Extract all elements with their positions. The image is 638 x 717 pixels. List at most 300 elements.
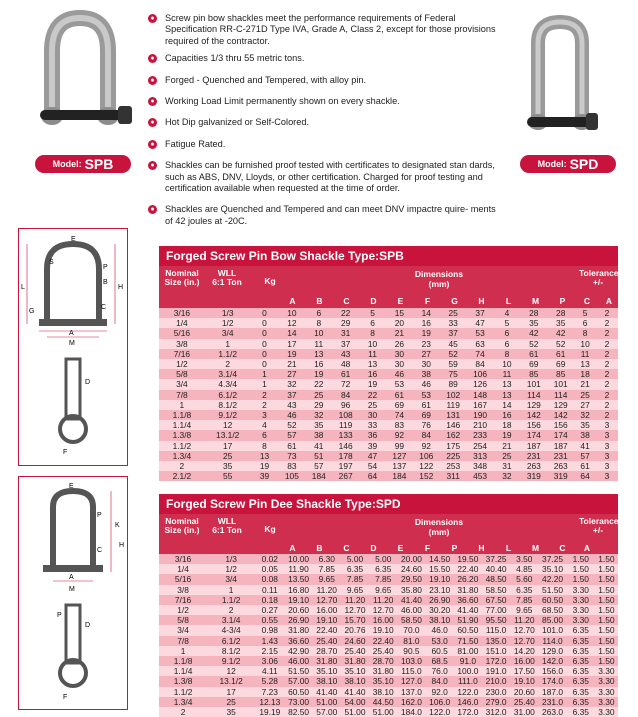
table-cell: 83	[386, 420, 413, 430]
column-header: C	[583, 296, 591, 306]
table-row	[159, 471, 618, 481]
table-cell: 11	[574, 349, 596, 359]
table-cell: 35.10	[369, 676, 397, 686]
table-cell: 12.13	[255, 697, 284, 707]
table-cell: 35.10	[313, 666, 341, 676]
table-cell: 16	[494, 410, 521, 420]
model-badge-spb	[35, 155, 131, 173]
table-cell: 55	[205, 471, 251, 481]
table-cell: 17	[278, 339, 305, 349]
table-cell: 31	[332, 328, 359, 338]
column-header: C	[343, 296, 350, 306]
table-cell: 2	[251, 400, 279, 410]
table-cell: 191.0	[482, 666, 510, 676]
table-cell: 2.15	[255, 646, 284, 656]
table-cell: 13	[494, 379, 521, 389]
table-cell: 0.18	[255, 595, 284, 605]
dim-label-k: K	[115, 522, 120, 529]
table-cell: 1	[251, 379, 279, 389]
table-cell: 91.0	[454, 656, 482, 666]
table-cell: 1/2	[205, 318, 251, 328]
table-cell: 31.80	[313, 656, 341, 666]
table-cell: 1.50	[595, 554, 618, 564]
bullet-dot-icon: ●	[148, 97, 157, 106]
header-nominal-size: Nominal Size (in.)	[164, 268, 200, 287]
table-cell: 57.00	[284, 676, 312, 686]
table-cell: 1.1/8	[159, 656, 207, 666]
table-cell: 22	[305, 379, 332, 389]
table-cell: 6.35	[567, 625, 595, 635]
table-cell: 32	[278, 379, 305, 389]
table-cell: 8	[359, 328, 386, 338]
table-cell: 111.0	[454, 676, 482, 686]
header-kg: Kg	[264, 276, 276, 286]
feature-item: ● Screw pin bow shackles meet the performance requirements of Federal Specification RR-C-271D Type IVA, Grade A, Class 2, except for those provisions required of the contractor.	[148, 13, 504, 47]
table-cell: 4	[251, 420, 279, 430]
table-cell: 14	[413, 308, 440, 318]
table-cell: 126	[467, 379, 494, 389]
table-row	[159, 328, 618, 338]
table-cell: 133	[332, 430, 359, 440]
table-cell: 11.20	[510, 615, 538, 625]
table-cell: 3	[596, 461, 618, 471]
table-cell: 35	[205, 461, 251, 471]
table-cell: 25	[205, 451, 251, 461]
table-cell: 3	[596, 451, 618, 461]
table-cell: 2	[596, 339, 618, 349]
table-cell: 5/16	[159, 328, 205, 338]
table-cell: 6.1/2	[207, 636, 255, 646]
table-cell: 53	[467, 328, 494, 338]
table-cell: 43	[332, 349, 359, 359]
table-cell: 20	[386, 318, 413, 328]
table-cell: 2	[596, 349, 618, 359]
table-cell: 7/16	[159, 595, 207, 605]
table-row	[159, 585, 618, 595]
table-cell: 33	[359, 420, 386, 430]
table-cell: 35.10	[341, 666, 369, 676]
table-cell: 28.70	[369, 656, 397, 666]
table-cell: 3.30	[567, 585, 595, 595]
column-header: L	[505, 296, 512, 306]
table-cell: 5/16	[159, 574, 207, 584]
table-cell: 8	[251, 441, 279, 451]
table-cell: 187.0	[538, 687, 566, 697]
table-cell: 69	[386, 400, 413, 410]
table-cell: 10	[574, 339, 596, 349]
table-cell: 51.50	[538, 585, 566, 595]
table-cell: 38.10	[313, 676, 341, 686]
table-cell: 24.60	[341, 636, 369, 646]
table-title: Forged Screw Pin Bow Shackle Type:SPB	[159, 246, 618, 266]
table-cell: 35.10	[538, 564, 566, 574]
column-header: E	[397, 296, 404, 306]
table-cell: 13	[494, 390, 521, 400]
table-cell: 210.0	[482, 676, 510, 686]
column-header: B	[316, 543, 323, 553]
table-cell: 4-3/4	[207, 625, 255, 635]
column-header: D	[370, 296, 377, 306]
table-cell: 14.50	[426, 554, 454, 564]
table-cell: 26	[386, 339, 413, 349]
table-cell: 35	[547, 318, 574, 328]
table-cell: 1.1/8	[159, 410, 205, 420]
table-cell: 73.00	[284, 697, 312, 707]
table-cell: 100.0	[454, 666, 482, 676]
header-wll: WLL 6:1 Ton	[212, 268, 242, 287]
header-dimensions: Dimensions	[414, 269, 464, 279]
table-cell: 58.50	[397, 615, 425, 625]
bullet-dot-icon: ●	[148, 118, 157, 127]
table-cell: 13.1/2	[205, 430, 251, 440]
table-cell: 37.25	[482, 554, 510, 564]
table-cell: 0	[251, 328, 279, 338]
table-cell: 42.90	[284, 646, 312, 656]
table-cell: 14	[278, 328, 305, 338]
column-header: C	[559, 543, 566, 553]
table-cell: 39	[251, 471, 279, 481]
table-cell: 7/8	[159, 636, 207, 646]
table-row	[159, 595, 618, 605]
table-cell: 3/4	[205, 328, 251, 338]
table-cell: 68.5	[426, 656, 454, 666]
table-cell: 13	[251, 451, 279, 461]
table-cell: 312.0	[482, 707, 510, 717]
table-cell: 0.98	[255, 625, 284, 635]
table-cell: 1/2	[159, 605, 207, 615]
table-cell: 210	[467, 420, 494, 430]
table-cell: 42.20	[538, 574, 566, 584]
spd-technical-drawing	[18, 476, 128, 710]
dim-label-m: M	[69, 586, 75, 593]
table-cell: 74	[467, 349, 494, 359]
table-cell: 5/8	[159, 615, 207, 625]
table-cell: 1.50	[567, 554, 595, 564]
table-cell: 99	[386, 441, 413, 451]
table-cell: 14.20	[510, 646, 538, 656]
table-cell: 0.11	[255, 585, 284, 595]
table-cell: 22.40	[454, 564, 482, 574]
table-cell: 1/2	[207, 564, 255, 574]
table-cell: 73	[278, 451, 305, 461]
feature-item: ● Forged - Quenched and Tempered, with alloy pin.	[148, 75, 504, 86]
table-cell: 29	[305, 400, 332, 410]
table-cell: 30	[386, 349, 413, 359]
table-cell: 35.80	[397, 585, 425, 595]
table-cell: 135.0	[482, 636, 510, 646]
table-cell: 15	[386, 308, 413, 318]
table-cell: 1/4	[159, 564, 207, 574]
table-cell: 75	[440, 369, 467, 379]
header-kg: Kg	[264, 524, 276, 534]
table-cell: 28	[520, 308, 547, 318]
table-cell: 151.0	[482, 646, 510, 656]
feature-item: ● Capacities 1/3 thru 55 metric tons.	[148, 53, 504, 64]
table-cell: 12.70	[369, 605, 397, 615]
table-cell: 142	[520, 410, 547, 420]
bullet-dot-icon: ●	[148, 161, 157, 170]
table-cell: 5.28	[255, 676, 284, 686]
table-cell: 84	[413, 430, 440, 440]
table-cell: 0	[251, 318, 279, 328]
table-cell: 2	[596, 359, 618, 369]
table-cell: 22.40	[313, 625, 341, 635]
table-cell: 60.50	[454, 625, 482, 635]
model-prefix: Model:	[52, 159, 82, 169]
table-cell: 3.30	[567, 595, 595, 605]
table-cell: 25	[359, 400, 386, 410]
table-cell: 17	[207, 687, 255, 697]
table-cell: 231	[520, 451, 547, 461]
table-cell: 3.1/4	[205, 369, 251, 379]
feature-item: ● Fatigue Rated.	[148, 139, 504, 150]
feature-list	[148, 13, 504, 227]
table-cell: 3.30	[595, 676, 618, 686]
table-row	[159, 676, 618, 686]
table-cell: 5	[359, 308, 386, 318]
table-cell: 19	[413, 328, 440, 338]
table-cell: 6	[359, 318, 386, 328]
table-cell: 13	[359, 359, 386, 369]
table-cell: 57	[278, 430, 305, 440]
table-cell: 127.0	[397, 676, 425, 686]
table-cell: 0.02	[255, 554, 284, 564]
dim-label-b: B	[103, 279, 108, 286]
table-cell: 119	[440, 400, 467, 410]
table-cell: 131	[440, 410, 467, 420]
table-cell: 6.30	[313, 554, 341, 564]
table-cell: 19.10	[284, 595, 312, 605]
table-cell: 96	[332, 400, 359, 410]
table-cell: 137	[386, 461, 413, 471]
table-cell: 152	[413, 471, 440, 481]
table-cell: 1/3	[207, 554, 255, 564]
table-cell: 19	[278, 349, 305, 359]
table-cell: 3	[596, 441, 618, 451]
table-cell: 46	[386, 369, 413, 379]
table-cell: 101	[520, 379, 547, 389]
spd-table-body	[159, 554, 618, 717]
table-cell: 85	[547, 369, 574, 379]
table-cell: 23.10	[426, 585, 454, 595]
table-cell: 19	[494, 430, 521, 440]
table-cell: 1.43	[255, 636, 284, 646]
table-cell: 7.85	[313, 564, 341, 574]
table-title: Forged Screw Pin Dee Shackle Type:SPD	[159, 494, 618, 514]
table-cell: 348	[467, 461, 494, 471]
table-row	[159, 574, 618, 584]
table-cell: 27	[278, 369, 305, 379]
table-cell: 1.1/2	[205, 349, 251, 359]
table-cell: 81.00	[454, 646, 482, 656]
table-cell: 3.30	[595, 666, 618, 676]
table-cell: 51.50	[284, 666, 312, 676]
table-cell: 46.00	[284, 656, 312, 666]
table-cell: 64	[574, 471, 596, 481]
table-cell: 1/2	[159, 359, 205, 369]
table-cell: 10	[359, 339, 386, 349]
table-cell: 3	[596, 420, 618, 430]
table-cell: 51.90	[454, 615, 482, 625]
table-cell: 184	[386, 471, 413, 481]
table-cell: 25.40	[369, 646, 397, 656]
table-cell: 122.0	[426, 707, 454, 717]
table-cell: 2	[159, 461, 205, 471]
table-cell: 12.70	[510, 636, 538, 646]
column-header: L	[505, 543, 512, 553]
table-cell: 142	[547, 410, 574, 420]
table-cell: 25.40	[313, 636, 341, 646]
table-cell: 32	[305, 410, 332, 420]
dim-label-h: H	[118, 284, 124, 291]
table-cell: 12	[207, 666, 255, 676]
table-cell: 28	[547, 308, 574, 318]
table-cell: 22.40	[369, 636, 397, 646]
dim-label-c: C	[101, 304, 107, 311]
table-cell: 0.05	[255, 564, 284, 574]
table-cell: 12.70	[313, 595, 341, 605]
table-cell: 3.30	[567, 605, 595, 615]
table-cell: 231.0	[538, 697, 566, 707]
table-cell: 37	[278, 390, 305, 400]
table-cell: 162.0	[397, 697, 425, 707]
table-cell: 2	[596, 318, 618, 328]
table-cell: 9.65	[510, 605, 538, 615]
table-cell: 6.1/2	[205, 390, 251, 400]
table-cell: 146.0	[454, 697, 482, 707]
table-cell: 6.35	[369, 564, 397, 574]
table-cell: 8	[305, 318, 332, 328]
table-cell: 19	[251, 461, 279, 471]
table-cell: 1.50	[595, 656, 618, 666]
table-cell: 9.65	[341, 585, 369, 595]
table-cell: 15.70	[341, 615, 369, 625]
table-cell: 11.90	[284, 564, 312, 574]
column-header: E	[397, 543, 404, 553]
feature-item: ● Shackles can be furnished proof tested with certificates to designated stan dards, such as ABS, DNV, Lloyds, or other certification. Charged for proof testing and certification available when requested at the time of order.	[148, 160, 504, 194]
table-cell: 32	[494, 471, 521, 481]
table-cell: 6	[494, 328, 521, 338]
table-cell: 3.30	[595, 707, 618, 717]
table-row	[159, 636, 618, 646]
spb-shackle-photo	[22, 6, 138, 146]
table-cell: 52	[440, 349, 467, 359]
spd-spec-table	[159, 494, 618, 717]
dim-label-c: C	[97, 547, 103, 554]
table-cell: 9.1/2	[205, 410, 251, 420]
table-cell: 13.1/2	[207, 676, 255, 686]
table-cell: 101	[547, 379, 574, 389]
column-header: A	[605, 296, 613, 306]
table-cell: 31.80	[369, 666, 397, 676]
table-cell: 3/4	[207, 574, 255, 584]
table-cell: 1.50	[595, 605, 618, 615]
table-cell: 20.60	[284, 605, 312, 615]
table-cell: 4	[494, 308, 521, 318]
table-cell: 3/4	[159, 625, 207, 635]
table-cell: 19.19	[255, 707, 284, 717]
dim-label-s: S	[49, 259, 54, 266]
spd-shackle-photo	[510, 8, 610, 148]
table-cell: 76.0	[426, 666, 454, 676]
table-cell: 1	[207, 585, 255, 595]
table-cell: 7/16	[159, 349, 205, 359]
table-cell: 30.20	[426, 605, 454, 615]
table-cell: 148	[467, 390, 494, 400]
table-row	[159, 656, 618, 666]
table-cell: 23	[413, 339, 440, 349]
table-cell: 0.55	[255, 615, 284, 625]
table-cell: 92	[386, 430, 413, 440]
table-cell: 16	[413, 318, 440, 328]
table-cell: 38.10	[426, 615, 454, 625]
table-cell: 16.00	[510, 656, 538, 666]
table-cell: 95.50	[482, 615, 510, 625]
table-cell: 35	[305, 420, 332, 430]
table-cell: 60.5	[426, 646, 454, 656]
table-cell: 11.20	[313, 585, 341, 595]
bullet-dot-icon: ●	[148, 76, 157, 85]
table-cell: 46	[413, 379, 440, 389]
table-cell: 89	[440, 379, 467, 389]
table-cell: 279.0	[482, 697, 510, 707]
table-cell: 6	[305, 308, 332, 318]
table-row	[159, 339, 618, 349]
table-cell: 12.70	[510, 625, 538, 635]
table-cell: 68.50	[538, 605, 566, 615]
table-row	[159, 379, 618, 389]
table-cell: 41	[305, 441, 332, 451]
table-cell: 52	[547, 339, 574, 349]
table-cell: 27	[413, 349, 440, 359]
table-cell: 2	[207, 605, 255, 615]
table-row	[159, 451, 618, 461]
table-cell: 63	[467, 339, 494, 349]
table-cell: 37	[467, 308, 494, 318]
table-cell: 129	[520, 400, 547, 410]
table-cell: 35	[207, 707, 255, 717]
table-cell: 45	[440, 339, 467, 349]
table-cell: 1	[159, 646, 207, 656]
table-cell: 19.10	[510, 676, 538, 686]
table-cell: 4.3/4	[205, 379, 251, 389]
column-header: P	[559, 296, 566, 306]
table-cell: 7/8	[159, 390, 205, 400]
table-cell: 319	[547, 471, 574, 481]
table-cell: 311	[440, 471, 467, 481]
table-cell: 59	[440, 359, 467, 369]
table-cell: 127	[386, 451, 413, 461]
table-cell: 25.40	[510, 697, 538, 707]
table-row	[159, 410, 618, 420]
table-cell: 30	[359, 410, 386, 420]
table-cell: 54.00	[341, 697, 369, 707]
table-cell: 263	[547, 461, 574, 471]
table-cell: 254	[467, 441, 494, 451]
table-cell: 2	[159, 707, 207, 717]
dim-label-e: E	[71, 236, 76, 243]
table-cell: 21	[278, 359, 305, 369]
table-cell: 43	[278, 400, 305, 410]
table-cell: 3/8	[159, 585, 207, 595]
table-cell: 61	[574, 461, 596, 471]
table-cell: 6.35	[567, 636, 595, 646]
table-cell: 12	[205, 420, 251, 430]
table-cell: 19.10	[426, 574, 454, 584]
table-cell: 57	[305, 461, 332, 471]
table-cell: 0.08	[255, 574, 284, 584]
table-cell: 52	[278, 420, 305, 430]
